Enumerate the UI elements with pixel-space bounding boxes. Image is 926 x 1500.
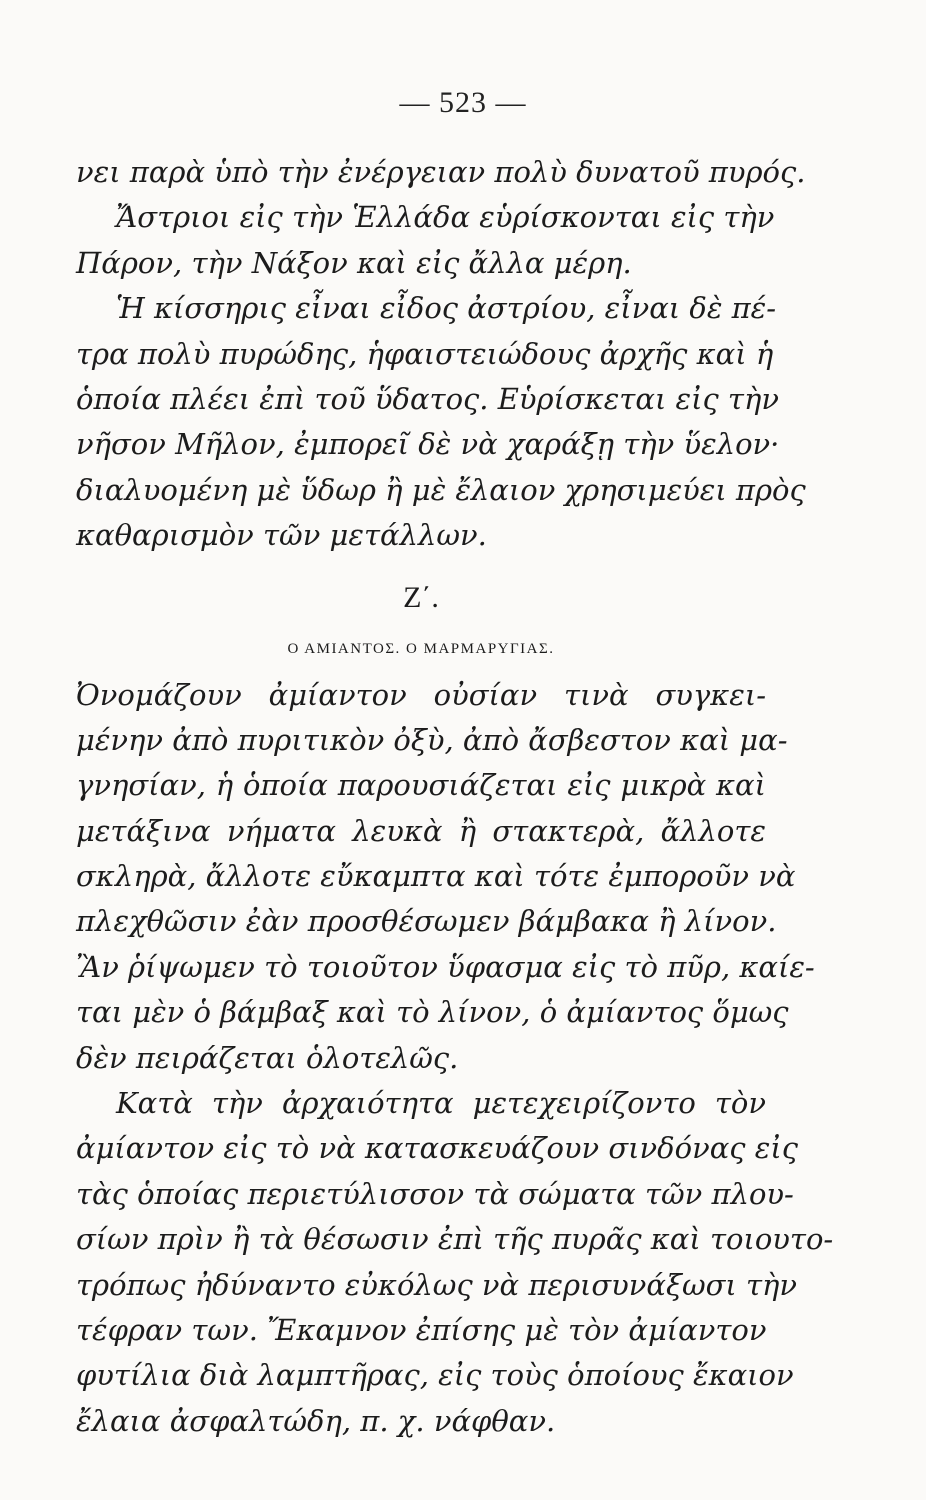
- text-line: ἀμίαντον εἰς τὸ νὰ κατασκευάζουν σινδόνας εἰς: [76, 1131, 798, 1166]
- page-number: — 523 —: [399, 86, 527, 119]
- text-line: μετάξινα νήματα λευκὰ ἢ στακτερὰ, ἄλλοτε: [76, 813, 766, 848]
- section-heading: [76, 567, 766, 669]
- text-line: καθαρισμὸν τῶν μετάλλων.: [76, 518, 487, 553]
- text-line: γνησίαν, ἡ ὁποία παρουσιάζεται εἰς μικρὰ καὶ: [76, 768, 766, 803]
- section-number: Ζ΄.: [403, 580, 439, 614]
- text-line: ὁποία πλέει ἐπὶ τοῦ ὕδατος. Εὑρίσκεται εἰς τὴν: [76, 381, 779, 416]
- text-line: Πάρον, τὴν Νάξον καὶ εἰς ἄλλα μέρη.: [76, 245, 632, 280]
- text-line: ται μὲν ὁ βάμβαξ καὶ τὸ λίνον, ὁ ἀμίαντος ὅμως: [76, 995, 789, 1030]
- text-line: τρόπως ἠδύναντο εὐκόλως νὰ περισυνάξωσι τὴν: [76, 1267, 798, 1302]
- text-line: Ἡ κίσσηρις εἶναι εἶδος ἀστρίου, εἶναι δὲ πέ-: [116, 291, 777, 326]
- text-line: δὲν πειράζεται ὁλοτελῶς.: [76, 1040, 459, 1075]
- text-line: τρα πολὺ πυρώδης, ἡφαιστειώδους ἀρχῆς καὶ ἡ: [76, 336, 774, 371]
- text-line: ἔλαια ἀσφαλτώδη, π. χ. νάφθαν.: [76, 1403, 556, 1438]
- text-line: νει παρὰ ὑπὸ τὴν ἐνέργειαν πολὺ δυνατοῦ πυρός.: [76, 155, 806, 189]
- paragraph-group-before: [76, 150, 806, 559]
- body-text: [76, 150, 834, 1444]
- text-line: Κατὰ τὴν ἀρχαιότητα μετεχειρίζοντο τὸν: [116, 1086, 766, 1121]
- text-line: σκληρὰ, ἄλλοτε εὔκαμπτα καὶ τότε ἐμποροῦν νὰ: [76, 859, 796, 894]
- text-line: Ὀνομάζουν ἀμίαντον οὐσίαν τινὰ συγκει-: [76, 677, 766, 712]
- text-line: πλεχθῶσιν ἐὰν προσθέσωμεν βάμβακα ἢ λίνον.: [76, 904, 777, 939]
- text-line: Ἄστριοι εἰς τὴν Ἑλλάδα εὑρίσκονται εἰς τὴν: [116, 200, 775, 235]
- text-line: τέφραν των. Ἔκαμνον ἐπίσης μὲ τὸν ἀμίαντον: [76, 1312, 767, 1347]
- text-line: τὰς ὁποίας περιετύλισσον τὰ σώματα τῶν πλου-: [76, 1176, 794, 1211]
- text-line: μένην ἀπὸ πυριτικὸν ὀξὺ, ἀπὸ ἄσβεστον καὶ μα-: [76, 722, 788, 757]
- paragraph-group-after: [76, 673, 834, 1445]
- text-line: σίων πρὶν ἢ τὰ θέσωσιν ἐπὶ τῆς πυρᾶς καὶ τοιουτο-: [76, 1222, 834, 1257]
- text-line: διαλυομένη μὲ ὕδωρ ἢ μὲ ἔλαιον χρησιμεύει πρὸς: [76, 472, 806, 507]
- text-line: Ἂν ῥίψωμεν τὸ τοιοῦτον ὕφασμα εἰς τὸ πῦρ, καίε-: [76, 949, 815, 984]
- section-title: Ο ΑΜΙΑΝΤΟΣ. Ο ΜΑΡΜΑΡΥΓΙΑΣ.: [287, 640, 555, 657]
- text-line: νῆσον Μῆλον, ἐμπορεῖ δὲ νὰ χαράξῃ τὴν ὕελον·: [76, 427, 780, 462]
- text-line: φυτίλια διὰ λαμπτῆρας, εἰς τοὺς ὁποίους ἔκαιον: [76, 1358, 794, 1393]
